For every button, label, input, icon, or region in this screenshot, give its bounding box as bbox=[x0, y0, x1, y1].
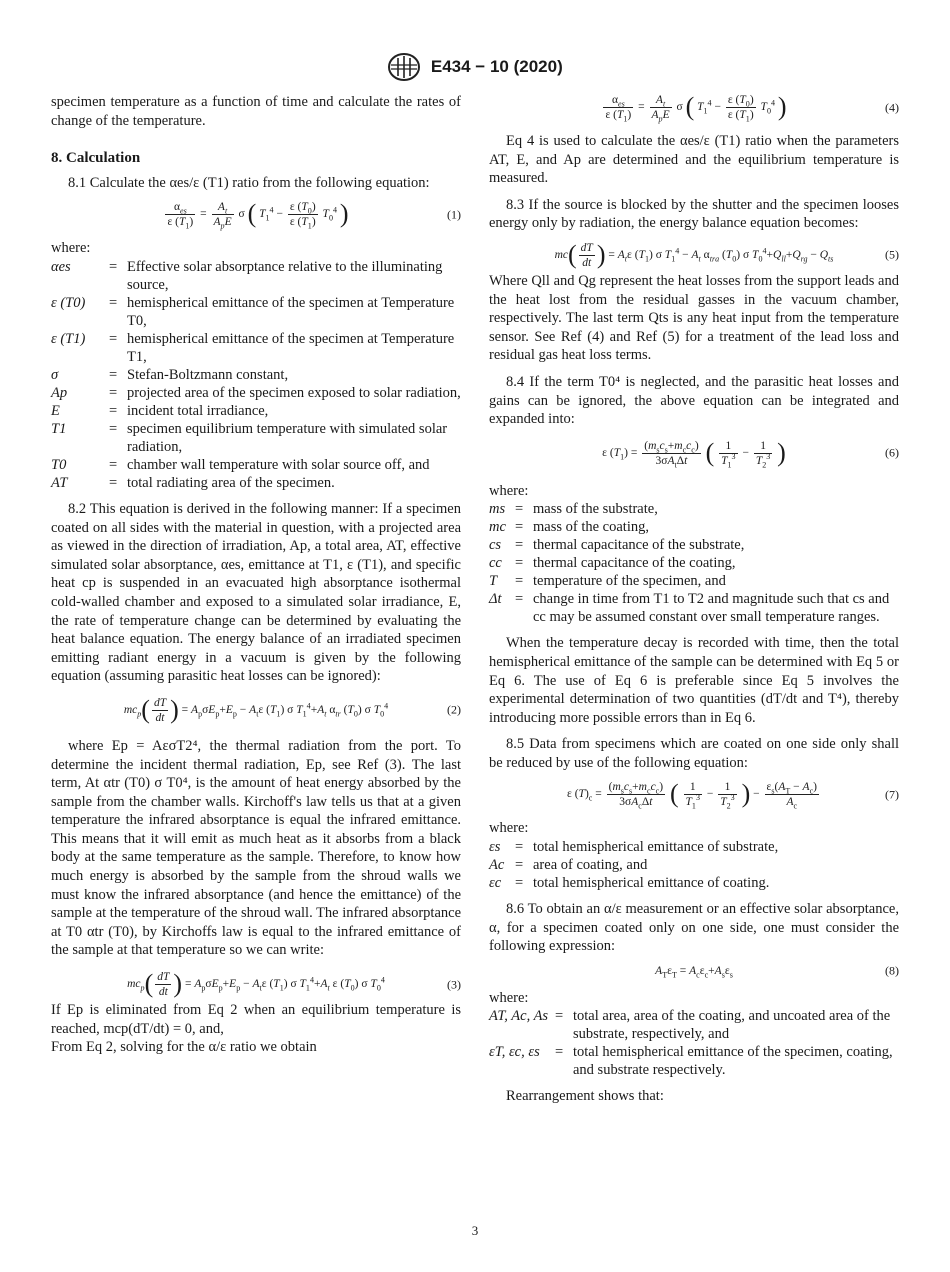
equation-1: $\frac{\alpha_{es}}{\varepsilon (T_1)}$ = $\frac{A_t}{A_pE}$ σ ( $T_1^4$ − $\frac{\varepsilon (T_0)}{\varepsilon (T_1)}$ $T_0^4$ ) (1) bbox=[167, 199, 461, 231]
definitions-list-eq1 bbox=[51, 258, 461, 492]
equation-4: $\frac{\alpha_{es}}{\varepsilon (T_1)}$ = $\frac{A_t}{A_pE}$ σ ( $T_1^4$ − $\frac{\varepsilon (T_0)}{\varepsilon (T_1)}$ $T_0^4$ ) (4) bbox=[605, 92, 899, 124]
paragraph-8-4: 8.4 If the term T0⁴ is neglected, and the parasitic heat losses and gains can be ignored, the above equation can be integrated and expanded into: bbox=[489, 373, 899, 428]
where-label: where: bbox=[489, 989, 529, 1006]
where-label: where: bbox=[51, 240, 91, 257]
standard-designation: E434 − 10 (2020) bbox=[430, 56, 563, 76]
definition-row: ε (T1) = hemispherical emittance of the specimen at Temperature T1, bbox=[51, 330, 455, 365]
definition-row: Ac = area of coating, and bbox=[489, 857, 648, 874]
definition-row: εc = total hemispherical emittance of coating. bbox=[489, 875, 770, 892]
equation-number: (3) bbox=[447, 977, 461, 992]
paragraph-eliminate-ep: If Ep is eliminated from Eq 2 when an equilibrium temperature is reached, mcp(dT/dt) = 0, and, bbox=[51, 1002, 461, 1037]
paragraph-eq4-usage: Eq 4 is used to calculate the αes/ε (T1) ratio when the parameters AT, E, and Ap are determined and the equilibrium temperature is measured. bbox=[489, 133, 899, 187]
paragraph-temperature-decay: When the temperature decay is recorded with time, then the total hemispherical emittance of the sample can be determined with Eq 5 or Eq 6. The use of Eq 6 is preferable since Eq 5 involves the experimental determination of two quantities (dT/dt and T⁴), thereby introducing more possible errors than in Eq 6. bbox=[489, 635, 899, 726]
page-number: 3 bbox=[471, 1223, 479, 1238]
definition-row: αes = Effective solar absorptance relative to the illuminating source, bbox=[51, 258, 443, 293]
definition-row: mc = mass of the coating, bbox=[489, 519, 649, 536]
definitions-list-eq8 bbox=[489, 1007, 899, 1079]
equation-number: (8) bbox=[885, 963, 899, 978]
paragraph-8-3: 8.3 If the source is blocked by the shutter and the specimen looses energy only by radiation, the energy balance equation becomes: bbox=[489, 196, 899, 232]
definition-row: σ = Stefan-Boltzmann constant, bbox=[51, 366, 289, 383]
paragraph-8-2-continued: where Ep = AεσT2⁴, the thermal radiation from the port. To determine the incident thermal radiation, Ep, see Ref (3). The last term, At αtr (T0) σ T0⁴, is the amount of heat energy absorbed by the sample from the chamber walls. Kirchoff's law tells us that at a given temperature the infrared absorptance is equal the infrared emittance. This means that it will emit as much heat as it absorbs from a black body at the same temperature as the sample. Therefore, to know how much energy is absorbed by the sample from the shroud walls we must know the infrared absorptance (and hence the emittance) of the sample at the temperature of the shroud wall. The infrared absorptance at T0 αtr (T0), by Kirchoffs law is equal to the infrared emittance of the sample at that temperature so we can write: bbox=[51, 737, 462, 959]
equation-number: (7) bbox=[885, 787, 899, 802]
equation-number: (6) bbox=[885, 445, 899, 460]
page-header bbox=[0, 52, 950, 82]
paragraph-solve-ratio: From Eq 2, solving for the α/ε ratio we obtain bbox=[51, 1039, 317, 1056]
definitions-list-eq7 bbox=[489, 838, 899, 892]
paragraph-8-5: 8.5 Data from specimens which are coated on one side only shall be reduced by use of the following equation: bbox=[489, 736, 899, 771]
definition-row: cc = thermal capacitance of the coating, bbox=[489, 555, 736, 572]
astm-logo-icon bbox=[387, 52, 421, 82]
equation-number: (1) bbox=[447, 207, 461, 222]
definition-row: cs = thermal capacitance of the substrate, bbox=[489, 537, 745, 554]
definition-row: ms = mass of the substrate, bbox=[489, 501, 658, 518]
paragraph-intro: specimen temperature as a function of time and calculate the rates of change of the temperature. bbox=[51, 94, 461, 129]
definition-row: εs = total hemispherical emittance of substrate, bbox=[489, 839, 779, 856]
where-label: where: bbox=[489, 820, 529, 837]
left-column bbox=[51, 93, 461, 1057]
equation-number: (5) bbox=[885, 248, 899, 263]
where-label: where: bbox=[489, 482, 529, 499]
paragraph-8-1: 8.1 Calculate the αes/ε (T1) ratio from the following equation: bbox=[68, 174, 430, 191]
definitions-list-eq6 bbox=[489, 500, 899, 626]
equation-number: (4) bbox=[885, 100, 899, 115]
paragraph-rearrangement: Rearrangement shows that: bbox=[506, 1088, 664, 1105]
definition-row: Δt = change in time from T1 to T2 and magnitude such that cs and cc may be assumed constant over small temperature ranges. bbox=[489, 591, 890, 626]
equation-5: mc( $\frac{dT}{dt}$ ) = $A_t\varepsilon$ $(T_1)$ σ $T_1^4 - A_t$ $\alpha_{tra}$ $(T_0)$ σ $T_0^4+Q_{ll}+Q_{rg} - Q_{ts}$ (5) bbox=[554, 240, 899, 270]
definition-row: T1 = specimen equilibrium temperature with simulated solar radiation, bbox=[51, 420, 448, 455]
paragraph-heat-losses: Where Qll and Qg represent the heat losses from the support leads and the heat lost from the residual gasses in the vacuum chamber, respectively. The last term Qts is any heat input from the temperature sensor. See Ref (4) and Ref (5) for a treatment of the lead loss and residual gas heat loss terms. bbox=[489, 272, 899, 364]
definition-row: AT, Ac, As = total area, area of the coating, and uncoated area of the substrate, respectively, and bbox=[489, 1008, 891, 1043]
definition-row: εT, εc, εs = total hemispherical emittance of the specimen, coating, and substrate respectively. bbox=[489, 1044, 893, 1079]
section-heading-calculation: 8. Calculation bbox=[51, 150, 141, 167]
equation-3: $mc_p$( $\frac{dT}{dt}$ ) = $A_p\sigma E_p+E_p - A_t\varepsilon$ $(T_1)$ σ $T_1^4+A_t$ ε $(T_0)$ σ $T_0^4$ (3) bbox=[127, 969, 461, 999]
paragraph-8-2: 8.2 This equation is derived in the following manner: If a specimen coated on all sides with the material in question, with a projected area as viewed in the direction of irradiation, Ap, a total area, AT, effective simulated solar absorptance, αes, emittance at T1, ε (T1), and specific heat cp is suspended in an evacuated high absorptance isothermal cold-walled chamber and exposed to a simulated solar irradiance, E, the rate of temperature change can be determined by evaluating the heat balance equation. The energy balance of an irradiated specimen emitting radiant energy in a vacuum is given by the following equation (assuming parasitic heat losses can be ignored): bbox=[51, 500, 461, 685]
definition-row: T0 = chamber wall temperature with solar source off, and bbox=[51, 456, 430, 473]
equation-8: $A_T\varepsilon_T = A_c\varepsilon_c+A_s\varepsilon_s$ (8) bbox=[655, 963, 899, 980]
equation-number: (2) bbox=[447, 703, 461, 718]
right-column bbox=[489, 93, 899, 1106]
equation-6: ε $(T_1)$ = $\frac{(m_sc_s+m_cc_c)}{3\sigma A_t\Delta t}$ ( $\frac{1}{T_1^3}$ − $\frac{1}{T_2^3}$ ) (6) bbox=[602, 437, 899, 470]
definition-row: AT = total radiating area of the specimen. bbox=[51, 474, 335, 491]
definition-row: E = incident total irradiance, bbox=[51, 402, 269, 419]
definition-row: Ap = projected area of the specimen exposed to solar radiation, bbox=[51, 384, 461, 401]
definition-row: ε (T0) = hemispherical emittance of the specimen at Temperature T0, bbox=[51, 294, 455, 329]
paragraph-8-6: 8.6 To obtain an α/ε measurement or an effective solar absorptance, α, for a specimen coated only on one side, one must consider the following expression: bbox=[489, 901, 899, 955]
definition-row: T = temperature of the specimen, and bbox=[489, 573, 726, 590]
equation-2: $mc_p$( $\frac{dT}{dt}$ ) = $A_p\sigma E_p+E_p - A_t\varepsilon$ $(T_1)$ σ $T_1^4+A_t$ $\alpha_{tr}$ $(T_0)$ σ $T_0^4$ (2) bbox=[123, 695, 461, 725]
equation-7: ε $(T)_c$ = $\frac{(m_sc_s+m_cc_c)}{3\sigma A_c\Delta t}$ ( $\frac{1}{T_1^3}$ − $\frac{1}{T_2^3}$ ) − $\frac{\varepsilon_s(A_T - A_c)}{A_c}$ (7) bbox=[567, 779, 899, 811]
